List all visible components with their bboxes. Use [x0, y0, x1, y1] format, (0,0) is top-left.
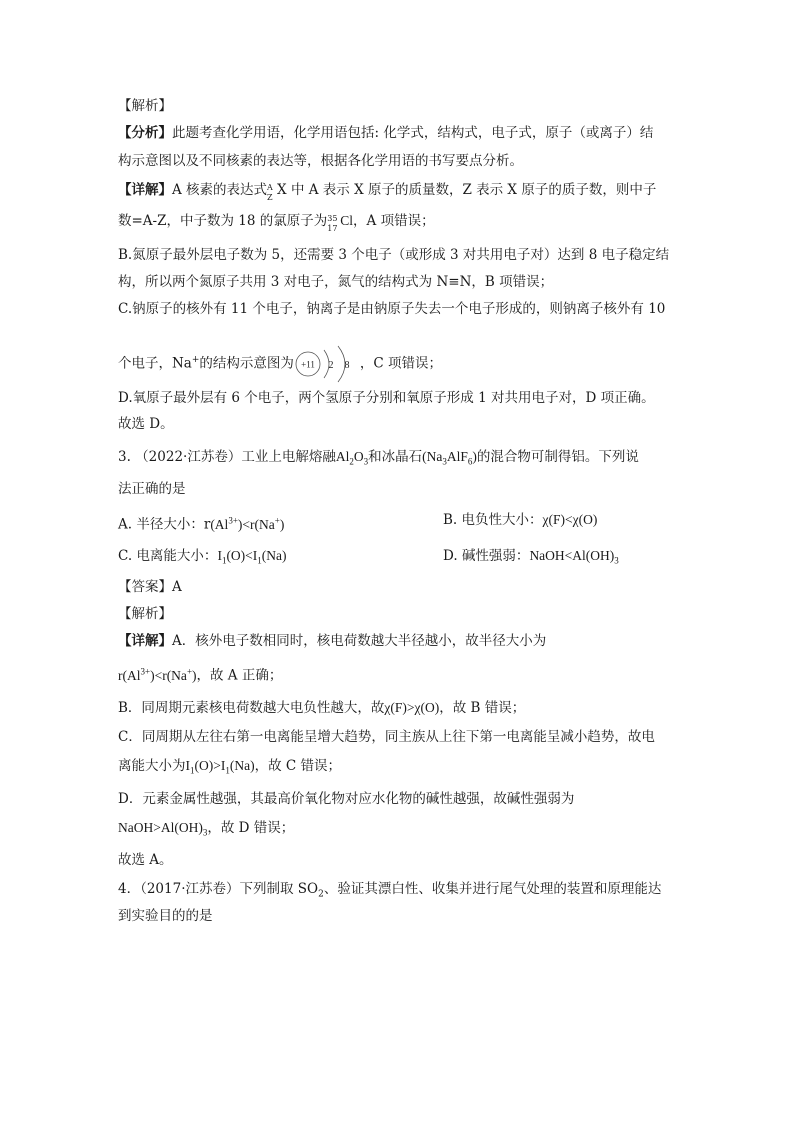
formula-cryolite: $(Na_3AlF_6)$ [422, 449, 477, 467]
detail-2-d-cont: $NaOH>Al(OH)_3$，故 D 错误； [118, 820, 295, 838]
option-c-formula: $I_1(O)<I_1(Na)$ [217, 548, 287, 566]
detail-paragraph-b-cont: 构，所以两个氮原子共用 3 对电子，氮气的结构式为 N≡N，B 项错误； [118, 274, 554, 290]
conclusion-2: 故选 A。 [118, 852, 173, 868]
basicity-formula: $NaOH>Al(OH)_3$ [118, 820, 208, 838]
detail-paragraph-a: 【详解】A 核素的表达式 A Z X 中 A 表示 X 原子的质量数，Z 表示 X 原子的质子数，则中子 [118, 182, 657, 202]
analysis-heading-1: 【解析】 [118, 98, 172, 114]
question-3-stem-cont: 法正确的是 [118, 481, 186, 497]
detail-paragraph-c: C.钠原子的核外有 11 个电子，钠离子是由钠原子失去一个电子形成的，则钠离子核外有 10 [118, 301, 666, 317]
shell-1-count: 2 [328, 360, 334, 371]
shell-2-count: 8 [344, 360, 350, 371]
sodium-ion-structure-diagram [294, 344, 360, 384]
analysis-heading-2: 【解析】 [118, 606, 172, 622]
nuclide-notation: A Z [267, 182, 273, 202]
analysis-paragraph-cont: 构示意图以及不同核素的表达等，根据各化学用语的书写要点分析。 [118, 153, 523, 169]
formula-alumina: $Al_2O_3$ [335, 449, 369, 467]
detail-2-c-cont: 离能大小为$I_1(O)>I_1(Na)$，故 C 错误； [118, 758, 342, 776]
option-a: A. 半径大小：$r(Al^{3+})<r(Na^+)$ [118, 515, 285, 533]
option-a-formula: $(Al^{3+})<r(Na^+)$ [210, 515, 285, 532]
detail-paragraph-a-cont: 数=A-Z，中子数为 18 的氯原子为 35 17 Cl，A 项错误； [118, 213, 435, 233]
conclusion-1: 故选 D。 [118, 416, 174, 432]
detail-paragraph-d: D.氧原子最外层有 6 个电子，两个氢原子分别和氧原子形成 1 对共用电子对，D 项正确。 [118, 390, 655, 406]
answer-line: 【答案】A [118, 579, 182, 595]
radius-formula: $r(Al^{3+})<r(Na^+)$ [118, 666, 197, 683]
question-4-stem: 4．（2017·江苏卷）下列制取 $SO_2$、验证其漂白性、收集并进行尾气处理的装置和原理能达 [118, 881, 662, 900]
detail-2-a-cont: $r(Al^{3+})<r(Na^+)$，故 A 正确； [118, 666, 283, 684]
detail-2-b: B．同周期元素核电荷数越大电负性越大，故χ(F)>χ(O)，故 B 错误； [118, 700, 526, 716]
detail-paragraph-c-cont: 个电子，Na+的结构示意图为 +11 2 8 ，C 项错误； [118, 344, 442, 384]
question-4-stem-cont: 到实验目的的是 [118, 908, 213, 924]
option-d: D. 碱性强弱：$NaOH<Al(OH)_3$ [443, 548, 619, 566]
option-c: C. 电离能大小：$I_1(O)<I_1(Na)$ [118, 548, 287, 566]
detail-2-d: D．元素金属性越强，其最高价氧化物对应水化物的碱性越强，故碱性强弱为 [118, 791, 575, 807]
ionization-formula: $I_1(O)>I_1(Na)$ [185, 758, 255, 776]
option-b: B. 电负性大小：χ(F)<χ(O) [443, 512, 598, 528]
option-d-formula: $NaOH<Al(OH)_3$ [529, 548, 619, 566]
detail-2-a: 【详解】A．核外电子数相同时，核电荷数越大半径越小，故半径大小为 [118, 633, 547, 649]
detail-2-c: C．同周期从左往右第一电离能呈增大趋势，同主族从上往下第一电离能呈减小趋势，故电 [118, 729, 655, 745]
question-3-stem: 3. （2022·江苏卷）工业上电解熔融$Al_2O_3$和冰晶石$(Na_3AlF_6)$的混合物可制得铝。下列说 [118, 449, 639, 467]
nucleus-charge: +11 [301, 359, 315, 370]
detail-paragraph-b: B.氮原子最外层电子数为 5，还需要 3 个电子（或形成 3 对共用电子对）达到 8 电子稳定结 [118, 247, 670, 263]
analysis-paragraph: 【分析】此题考查化学用语，化学用语包括: 化学式，结构式，电子式，原子（或离子）结 [118, 125, 654, 141]
chlorine-nuclide: 35 17 [327, 213, 338, 233]
